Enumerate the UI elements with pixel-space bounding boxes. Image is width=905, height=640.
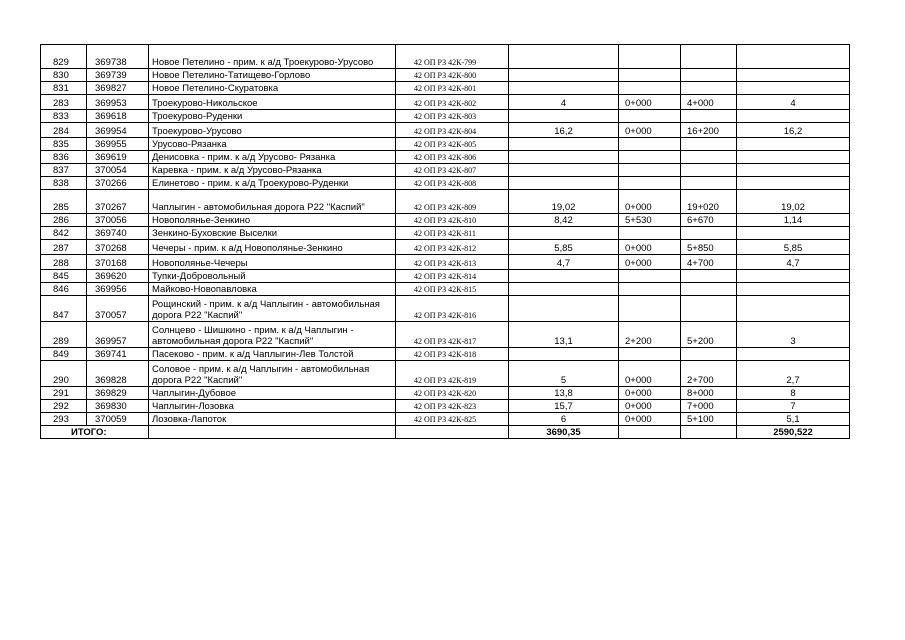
road-code-cell: 42 ОП РЗ 42К-825 xyxy=(396,413,509,426)
road-id-cell: 369739 xyxy=(87,69,149,82)
length-cell: 19,02 xyxy=(509,190,619,214)
table-row xyxy=(41,45,850,69)
road-id-cell: 370266 xyxy=(87,177,149,190)
end-km-cell xyxy=(681,296,737,322)
row-number-cell: 829 xyxy=(41,45,87,69)
start-km-cell xyxy=(619,138,681,151)
row-number-cell: 293 xyxy=(41,413,87,426)
road-name-cell: Урусово-Рязанка xyxy=(149,138,396,151)
table-row xyxy=(41,177,850,190)
length-cell: 5,85 xyxy=(509,240,619,255)
end-km-cell xyxy=(681,69,737,82)
length-cell: 4 xyxy=(509,95,619,110)
length-cell xyxy=(509,283,619,296)
road-code-cell: 42 ОП РЗ 42К-803 xyxy=(396,110,509,123)
road-code-cell: 42 ОП РЗ 42К-807 xyxy=(396,164,509,177)
section-length-cell xyxy=(737,69,850,82)
road-code-cell: 42 ОП РЗ 42К-811 xyxy=(396,227,509,240)
table-row xyxy=(41,348,850,361)
road-name-cell: Чаплыгин-Лозовка xyxy=(149,400,396,413)
road-name-cell: Новое Петелино-Татищево-Горлово xyxy=(149,69,396,82)
road-id-cell: 369827 xyxy=(87,82,149,95)
start-km-cell xyxy=(619,270,681,283)
row-number-cell: 845 xyxy=(41,270,87,283)
road-code-cell: 42 ОП РЗ 42К-817 xyxy=(396,322,509,348)
table-row xyxy=(41,151,850,164)
road-name-cell: Новополянье-Зенкино xyxy=(149,214,396,227)
road-code-cell: 42 ОП РЗ 42К-800 xyxy=(396,69,509,82)
total-row xyxy=(41,426,850,439)
length-cell: 4,7 xyxy=(509,255,619,270)
end-km-cell xyxy=(681,151,737,164)
table-row xyxy=(41,296,850,322)
length-cell xyxy=(509,151,619,164)
road-id-cell: 370057 xyxy=(87,296,149,322)
road-name-cell: Троекурово-Руденки xyxy=(149,110,396,123)
table-row xyxy=(41,387,850,400)
road-id-cell: 369620 xyxy=(87,270,149,283)
road-id-cell: 370168 xyxy=(87,255,149,270)
road-code-cell: 42 ОП РЗ 42К-815 xyxy=(396,283,509,296)
row-number-cell: 846 xyxy=(41,283,87,296)
road-name-cell: Лозовка-Лапоток xyxy=(149,413,396,426)
road-code-cell: 42 ОП РЗ 42К-802 xyxy=(396,95,509,110)
length-cell xyxy=(509,177,619,190)
road-id-cell: 369738 xyxy=(87,45,149,69)
length-cell xyxy=(509,69,619,82)
end-km-cell xyxy=(681,138,737,151)
road-name-cell: Чаплыгин - автомобильная дорога Р22 "Каспий" xyxy=(149,190,396,214)
length-cell xyxy=(509,45,619,69)
row-number-cell: 288 xyxy=(41,255,87,270)
table-row xyxy=(41,190,850,214)
row-number-cell: 286 xyxy=(41,214,87,227)
table-row xyxy=(41,82,850,95)
road-id-cell: 369829 xyxy=(87,387,149,400)
road-id-cell: 369619 xyxy=(87,151,149,164)
end-km-cell: 6+670 xyxy=(681,214,737,227)
start-km-cell: 0+000 xyxy=(619,123,681,138)
length-cell xyxy=(509,270,619,283)
start-km-cell xyxy=(619,177,681,190)
road-name-cell: Каревка - прим. к а/д Урусово-Рязанка xyxy=(149,164,396,177)
total-empty-cell xyxy=(396,426,509,439)
row-number-cell: 838 xyxy=(41,177,87,190)
row-number-cell: 842 xyxy=(41,227,87,240)
end-km-cell: 4+700 xyxy=(681,255,737,270)
section-length-cell: 1,14 xyxy=(737,214,850,227)
start-km-cell xyxy=(619,348,681,361)
section-length-cell xyxy=(737,227,850,240)
section-length-cell: 8 xyxy=(737,387,850,400)
end-km-cell: 5+100 xyxy=(681,413,737,426)
end-km-cell xyxy=(681,348,737,361)
road-name-cell: Новое Петелино-Скуратовка xyxy=(149,82,396,95)
row-number-cell: 289 xyxy=(41,322,87,348)
road-id-cell: 370054 xyxy=(87,164,149,177)
row-number-cell: 291 xyxy=(41,387,87,400)
table-row xyxy=(41,95,850,110)
section-length-cell: 4 xyxy=(737,95,850,110)
length-cell xyxy=(509,164,619,177)
total-empty-cell xyxy=(619,426,681,439)
start-km-cell xyxy=(619,151,681,164)
road-id-cell: 369741 xyxy=(87,348,149,361)
table-row xyxy=(41,138,850,151)
row-number-cell: 849 xyxy=(41,348,87,361)
row-number-cell: 835 xyxy=(41,138,87,151)
section-length-cell xyxy=(737,45,850,69)
start-km-cell: 0+000 xyxy=(619,361,681,387)
section-length-cell: 16,2 xyxy=(737,123,850,138)
length-cell xyxy=(509,348,619,361)
row-number-cell: 284 xyxy=(41,123,87,138)
row-number-cell: 290 xyxy=(41,361,87,387)
row-number-cell: 283 xyxy=(41,95,87,110)
table-row xyxy=(41,361,850,387)
row-number-cell: 285 xyxy=(41,190,87,214)
start-km-cell: 5+530 xyxy=(619,214,681,227)
road-name-cell: Чечеры - прим. к а/д Новополянье-Зенкино xyxy=(149,240,396,255)
start-km-cell xyxy=(619,283,681,296)
section-length-cell: 2,7 xyxy=(737,361,850,387)
section-length-cell: 5,85 xyxy=(737,240,850,255)
road-code-cell: 42 ОП РЗ 42К-818 xyxy=(396,348,509,361)
start-km-cell: 0+000 xyxy=(619,240,681,255)
length-cell: 15,7 xyxy=(509,400,619,413)
section-length-cell xyxy=(737,82,850,95)
start-km-cell xyxy=(619,69,681,82)
table-row xyxy=(41,69,850,82)
length-cell xyxy=(509,296,619,322)
section-length-cell: 5,1 xyxy=(737,413,850,426)
end-km-cell: 8+000 xyxy=(681,387,737,400)
start-km-cell xyxy=(619,45,681,69)
road-id-cell: 369740 xyxy=(87,227,149,240)
road-name-cell: Троекурово-Урусово xyxy=(149,123,396,138)
road-code-cell: 42 ОП РЗ 42К-799 xyxy=(396,45,509,69)
row-number-cell: 833 xyxy=(41,110,87,123)
section-length-cell: 4,7 xyxy=(737,255,850,270)
road-id-cell: 370059 xyxy=(87,413,149,426)
length-cell: 16,2 xyxy=(509,123,619,138)
table-row xyxy=(41,255,850,270)
document-sheet xyxy=(40,44,850,439)
row-number-cell: 847 xyxy=(41,296,87,322)
road-name-cell: Новополянье-Чечеры xyxy=(149,255,396,270)
table-row xyxy=(41,400,850,413)
table-row xyxy=(41,110,850,123)
section-length-cell xyxy=(737,296,850,322)
road-id-cell: 369955 xyxy=(87,138,149,151)
length-cell: 13,8 xyxy=(509,387,619,400)
start-km-cell: 0+000 xyxy=(619,255,681,270)
end-km-cell xyxy=(681,45,737,69)
section-length-cell xyxy=(737,270,850,283)
end-km-cell xyxy=(681,283,737,296)
road-id-cell: 369830 xyxy=(87,400,149,413)
road-code-cell: 42 ОП РЗ 42К-820 xyxy=(396,387,509,400)
road-id-cell: 369957 xyxy=(87,322,149,348)
end-km-cell: 16+200 xyxy=(681,123,737,138)
road-id-cell: 369956 xyxy=(87,283,149,296)
road-name-cell: Пасеково - прим. к а/д Чаплыгин-Лев Толстой xyxy=(149,348,396,361)
road-code-cell: 42 ОП РЗ 42К-823 xyxy=(396,400,509,413)
end-km-cell xyxy=(681,164,737,177)
road-name-cell: Троекурово-Никольское xyxy=(149,95,396,110)
road-name-cell: Денисовка - прим. к а/д Урусово- Рязанка xyxy=(149,151,396,164)
length-cell: 6 xyxy=(509,413,619,426)
road-code-cell: 42 ОП РЗ 42К-813 xyxy=(396,255,509,270)
end-km-cell xyxy=(681,227,737,240)
start-km-cell: 0+000 xyxy=(619,387,681,400)
road-code-cell: 42 ОП РЗ 42К-819 xyxy=(396,361,509,387)
road-code-cell: 42 ОП РЗ 42К-816 xyxy=(396,296,509,322)
road-code-cell: 42 ОП РЗ 42К-805 xyxy=(396,138,509,151)
road-name-cell: Зенкино-Буховские Выселки xyxy=(149,227,396,240)
length-cell: 5 xyxy=(509,361,619,387)
road-name-cell: Чаплыгин-Дубовое xyxy=(149,387,396,400)
section-length-cell xyxy=(737,138,850,151)
table-row xyxy=(41,413,850,426)
road-code-cell: 42 ОП РЗ 42К-806 xyxy=(396,151,509,164)
end-km-cell: 5+850 xyxy=(681,240,737,255)
road-id-cell: 369954 xyxy=(87,123,149,138)
road-id-cell: 369828 xyxy=(87,361,149,387)
table-row xyxy=(41,270,850,283)
road-code-cell: 42 ОП РЗ 42К-808 xyxy=(396,177,509,190)
row-number-cell: 831 xyxy=(41,82,87,95)
table-row xyxy=(41,123,850,138)
total-label: ИТОГО: xyxy=(41,426,149,439)
length-cell xyxy=(509,138,619,151)
start-km-cell: 2+200 xyxy=(619,322,681,348)
row-number-cell: 287 xyxy=(41,240,87,255)
total-empty-cell xyxy=(681,426,737,439)
table-row xyxy=(41,283,850,296)
road-id-cell: 370267 xyxy=(87,190,149,214)
road-code-cell: 42 ОП РЗ 42К-801 xyxy=(396,82,509,95)
row-number-cell: 837 xyxy=(41,164,87,177)
row-number-cell: 292 xyxy=(41,400,87,413)
road-id-cell: 370268 xyxy=(87,240,149,255)
road-name-cell: Соловое - прим. к а/д Чаплыгин - автомобильная дорога Р22 "Каспий" xyxy=(149,361,396,387)
section-length-cell xyxy=(737,164,850,177)
roads-table xyxy=(40,44,850,439)
section-length-cell xyxy=(737,151,850,164)
end-km-cell: 4+000 xyxy=(681,95,737,110)
table-row xyxy=(41,227,850,240)
end-km-cell: 2+700 xyxy=(681,361,737,387)
section-length-cell xyxy=(737,348,850,361)
table-row xyxy=(41,322,850,348)
road-id-cell: 370056 xyxy=(87,214,149,227)
length-cell: 13,1 xyxy=(509,322,619,348)
table-row xyxy=(41,164,850,177)
total-length: 3690,35 xyxy=(509,426,619,439)
end-km-cell xyxy=(681,270,737,283)
road-id-cell: 369953 xyxy=(87,95,149,110)
road-name-cell: Майково-Новопавловка xyxy=(149,283,396,296)
road-code-cell: 42 ОП РЗ 42К-810 xyxy=(396,214,509,227)
end-km-cell: 7+000 xyxy=(681,400,737,413)
length-cell xyxy=(509,82,619,95)
end-km-cell xyxy=(681,110,737,123)
road-name-cell: Елинетово - прим. к а/д Троекурово-Руденки xyxy=(149,177,396,190)
section-length-cell: 19,02 xyxy=(737,190,850,214)
road-name-cell: Солнцево - Шишкино - прим. к а/д Чаплыгин - автомобильная дорога Р22 "Каспий" xyxy=(149,322,396,348)
section-length-cell xyxy=(737,283,850,296)
table-row xyxy=(41,240,850,255)
start-km-cell xyxy=(619,227,681,240)
section-length-cell xyxy=(737,110,850,123)
road-code-cell: 42 ОП РЗ 42К-809 xyxy=(396,190,509,214)
road-name-cell: Тупки-Добровольный xyxy=(149,270,396,283)
start-km-cell xyxy=(619,296,681,322)
road-id-cell: 369618 xyxy=(87,110,149,123)
section-length-cell xyxy=(737,177,850,190)
section-length-cell: 7 xyxy=(737,400,850,413)
start-km-cell xyxy=(619,110,681,123)
road-name-cell: Рощинский - прим. к а/д Чаплыгин - автомобильная дорога Р22 "Каспий" xyxy=(149,296,396,322)
end-km-cell: 19+020 xyxy=(681,190,737,214)
start-km-cell: 0+000 xyxy=(619,95,681,110)
end-km-cell xyxy=(681,177,737,190)
end-km-cell: 5+200 xyxy=(681,322,737,348)
start-km-cell: 0+000 xyxy=(619,400,681,413)
start-km-cell xyxy=(619,82,681,95)
length-cell xyxy=(509,110,619,123)
total-section-length: 2590,522 xyxy=(737,426,850,439)
start-km-cell xyxy=(619,164,681,177)
row-number-cell: 836 xyxy=(41,151,87,164)
length-cell: 8,42 xyxy=(509,214,619,227)
length-cell xyxy=(509,227,619,240)
road-code-cell: 42 ОП РЗ 42К-804 xyxy=(396,123,509,138)
section-length-cell: 3 xyxy=(737,322,850,348)
start-km-cell: 0+000 xyxy=(619,413,681,426)
row-number-cell: 830 xyxy=(41,69,87,82)
table-body xyxy=(41,45,850,439)
table-row xyxy=(41,214,850,227)
road-name-cell: Новое Петелино - прим. к а/д Троекурово-Урусово xyxy=(149,45,396,69)
road-code-cell: 42 ОП РЗ 42К-812 xyxy=(396,240,509,255)
total-empty-cell xyxy=(149,426,396,439)
start-km-cell: 0+000 xyxy=(619,190,681,214)
end-km-cell xyxy=(681,82,737,95)
road-code-cell: 42 ОП РЗ 42К-814 xyxy=(396,270,509,283)
